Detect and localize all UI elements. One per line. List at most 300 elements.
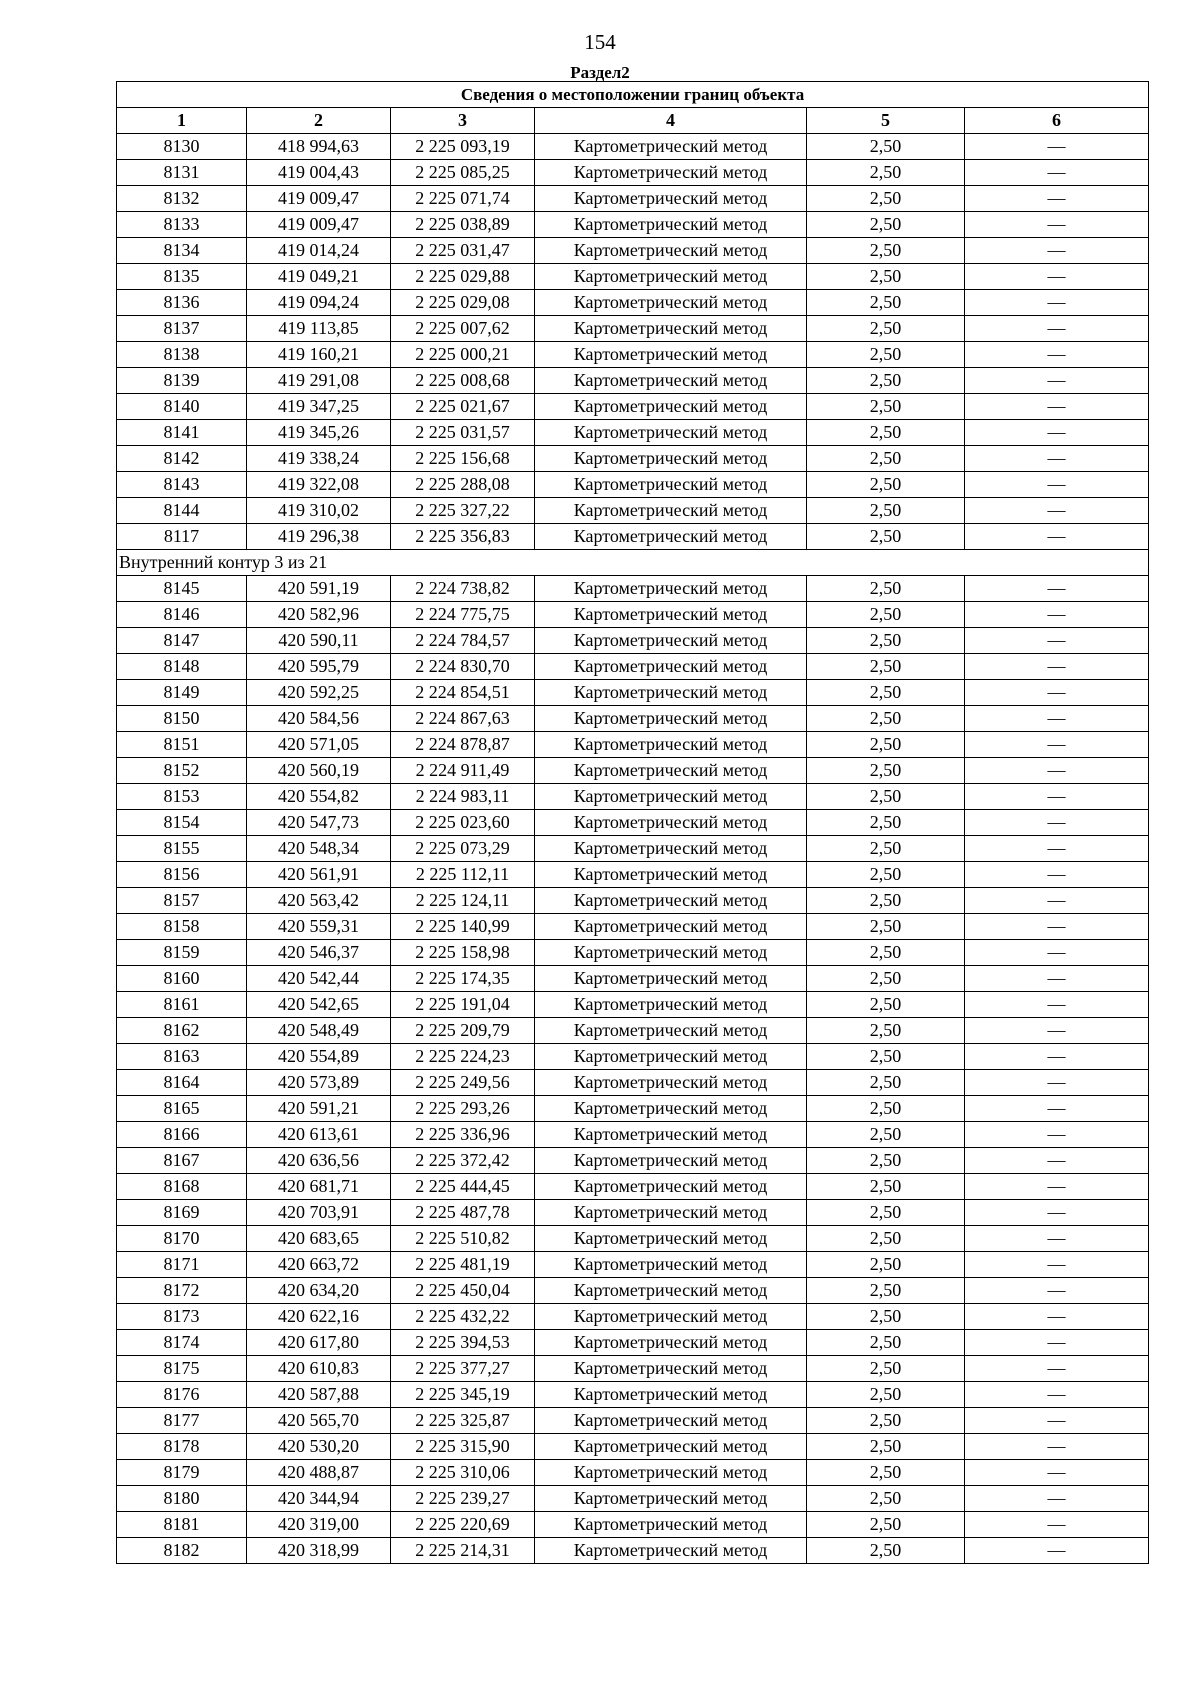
precision-cell: 2,50 (807, 134, 965, 160)
point-number-cell: 8132 (117, 186, 247, 212)
y-coordinate-cell: 2 225 209,79 (391, 1018, 535, 1044)
y-coordinate-cell: 2 225 029,08 (391, 290, 535, 316)
description-cell: — (965, 862, 1149, 888)
precision-cell: 2,50 (807, 1226, 965, 1252)
description-cell: — (965, 446, 1149, 472)
y-coordinate-cell: 2 225 220,69 (391, 1512, 535, 1538)
method-cell: Картометрический метод (535, 1096, 807, 1122)
x-coordinate-cell: 420 554,82 (247, 784, 391, 810)
table-row (117, 1252, 1149, 1278)
table-row (117, 810, 1149, 836)
method-cell: Картометрический метод (535, 680, 807, 706)
point-number-cell: 8133 (117, 212, 247, 238)
description-cell: — (965, 1070, 1149, 1096)
table-row (117, 1486, 1149, 1512)
precision-cell: 2,50 (807, 1382, 965, 1408)
y-coordinate-cell: 2 225 450,04 (391, 1278, 535, 1304)
y-coordinate-cell: 2 225 191,04 (391, 992, 535, 1018)
x-coordinate-cell: 420 488,87 (247, 1460, 391, 1486)
description-cell: — (965, 1356, 1149, 1382)
precision-cell: 2,50 (807, 732, 965, 758)
precision-cell: 2,50 (807, 654, 965, 680)
point-number-cell: 8135 (117, 264, 247, 290)
method-cell: Картометрический метод (535, 1330, 807, 1356)
contour-heading-row (117, 550, 1149, 576)
table-row (117, 680, 1149, 706)
description-cell: — (965, 810, 1149, 836)
precision-cell: 2,50 (807, 836, 965, 862)
point-number-cell: 8117 (117, 524, 247, 550)
method-cell: Картометрический метод (535, 602, 807, 628)
table-row (117, 342, 1149, 368)
table-row (117, 628, 1149, 654)
description-cell: — (965, 784, 1149, 810)
point-number-cell: 8160 (117, 966, 247, 992)
y-coordinate-cell: 2 225 158,98 (391, 940, 535, 966)
column-header: 2 (247, 108, 391, 134)
y-coordinate-cell: 2 225 029,88 (391, 264, 535, 290)
table-row (117, 706, 1149, 732)
description-cell: — (965, 420, 1149, 446)
point-number-cell: 8153 (117, 784, 247, 810)
y-coordinate-cell: 2 225 031,57 (391, 420, 535, 446)
method-cell: Картометрический метод (535, 1408, 807, 1434)
method-cell: Картометрический метод (535, 732, 807, 758)
x-coordinate-cell: 420 591,19 (247, 576, 391, 602)
x-coordinate-cell: 420 546,37 (247, 940, 391, 966)
y-coordinate-cell: 2 225 008,68 (391, 368, 535, 394)
description-cell: — (965, 680, 1149, 706)
y-coordinate-cell: 2 225 377,27 (391, 1356, 535, 1382)
point-number-cell: 8157 (117, 888, 247, 914)
point-number-cell: 8152 (117, 758, 247, 784)
y-coordinate-cell: 2 225 327,22 (391, 498, 535, 524)
precision-cell: 2,50 (807, 498, 965, 524)
point-number-cell: 8155 (117, 836, 247, 862)
description-cell: — (965, 134, 1149, 160)
table-row (117, 966, 1149, 992)
table-row (117, 472, 1149, 498)
x-coordinate-cell: 420 591,21 (247, 1096, 391, 1122)
x-coordinate-cell: 420 344,94 (247, 1486, 391, 1512)
table-row (117, 1122, 1149, 1148)
description-cell: — (965, 1304, 1149, 1330)
x-coordinate-cell: 419 347,25 (247, 394, 391, 420)
table-row (117, 1044, 1149, 1070)
y-coordinate-cell: 2 224 830,70 (391, 654, 535, 680)
precision-cell: 2,50 (807, 628, 965, 654)
description-cell: — (965, 1148, 1149, 1174)
method-cell: Картометрический метод (535, 576, 807, 602)
x-coordinate-cell: 419 004,43 (247, 160, 391, 186)
description-cell: — (965, 1226, 1149, 1252)
table-row (117, 134, 1149, 160)
precision-cell: 2,50 (807, 680, 965, 706)
y-coordinate-cell: 2 224 738,82 (391, 576, 535, 602)
method-cell: Картометрический метод (535, 472, 807, 498)
y-coordinate-cell: 2 225 156,68 (391, 446, 535, 472)
precision-cell: 2,50 (807, 342, 965, 368)
y-coordinate-cell: 2 225 140,99 (391, 914, 535, 940)
y-coordinate-cell: 2 225 073,29 (391, 836, 535, 862)
table-row (117, 394, 1149, 420)
point-number-cell: 8168 (117, 1174, 247, 1200)
description-cell: — (965, 1044, 1149, 1070)
method-cell: Картометрический метод (535, 1018, 807, 1044)
y-coordinate-cell: 2 225 224,23 (391, 1044, 535, 1070)
point-number-cell: 8163 (117, 1044, 247, 1070)
table-row (117, 862, 1149, 888)
method-cell: Картометрический метод (535, 992, 807, 1018)
y-coordinate-cell: 2 225 432,22 (391, 1304, 535, 1330)
y-coordinate-cell: 2 224 784,57 (391, 628, 535, 654)
point-number-cell: 8169 (117, 1200, 247, 1226)
precision-cell: 2,50 (807, 758, 965, 784)
description-cell: — (965, 758, 1149, 784)
y-coordinate-cell: 2 225 093,19 (391, 134, 535, 160)
x-coordinate-cell: 420 554,89 (247, 1044, 391, 1070)
x-coordinate-cell: 419 113,85 (247, 316, 391, 342)
precision-cell: 2,50 (807, 1538, 965, 1564)
point-number-cell: 8171 (117, 1252, 247, 1278)
table-row (117, 602, 1149, 628)
y-coordinate-cell: 2 225 487,78 (391, 1200, 535, 1226)
point-number-cell: 8146 (117, 602, 247, 628)
description-cell: — (965, 1512, 1149, 1538)
description-cell: — (965, 1200, 1149, 1226)
y-coordinate-cell: 2 225 021,67 (391, 394, 535, 420)
method-cell: Картометрический метод (535, 706, 807, 732)
method-cell: Картометрический метод (535, 836, 807, 862)
y-coordinate-cell: 2 225 356,83 (391, 524, 535, 550)
point-number-cell: 8180 (117, 1486, 247, 1512)
y-coordinate-cell: 2 225 031,47 (391, 238, 535, 264)
table-row (117, 1538, 1149, 1564)
precision-cell: 2,50 (807, 186, 965, 212)
y-coordinate-cell: 2 225 007,62 (391, 316, 535, 342)
table-row (117, 420, 1149, 446)
x-coordinate-cell: 420 590,11 (247, 628, 391, 654)
description-cell: — (965, 1434, 1149, 1460)
y-coordinate-cell: 2 225 310,06 (391, 1460, 535, 1486)
table-row (117, 1330, 1149, 1356)
point-number-cell: 8150 (117, 706, 247, 732)
x-coordinate-cell: 419 345,26 (247, 420, 391, 446)
method-cell: Картометрический метод (535, 888, 807, 914)
method-cell: Картометрический метод (535, 1486, 807, 1512)
y-coordinate-cell: 2 225 071,74 (391, 186, 535, 212)
point-number-cell: 8176 (117, 1382, 247, 1408)
contour-heading: Внутренний контур 3 из 21 (117, 550, 1149, 576)
method-cell: Картометрический метод (535, 316, 807, 342)
table-row (117, 1226, 1149, 1252)
method-cell: Картометрический метод (535, 368, 807, 394)
description-cell: — (965, 186, 1149, 212)
y-coordinate-cell: 2 225 293,26 (391, 1096, 535, 1122)
description-cell: — (965, 472, 1149, 498)
y-coordinate-cell: 2 225 239,27 (391, 1486, 535, 1512)
precision-cell: 2,50 (807, 966, 965, 992)
precision-cell: 2,50 (807, 1122, 965, 1148)
x-coordinate-cell: 420 610,83 (247, 1356, 391, 1382)
precision-cell: 2,50 (807, 1408, 965, 1434)
point-number-cell: 8141 (117, 420, 247, 446)
description-cell: — (965, 1096, 1149, 1122)
y-coordinate-cell: 2 225 112,11 (391, 862, 535, 888)
x-coordinate-cell: 420 595,79 (247, 654, 391, 680)
method-cell: Картометрический метод (535, 1278, 807, 1304)
precision-cell: 2,50 (807, 264, 965, 290)
method-cell: Картометрический метод (535, 420, 807, 446)
x-coordinate-cell: 420 548,49 (247, 1018, 391, 1044)
method-cell: Картометрический метод (535, 446, 807, 472)
table-row (117, 498, 1149, 524)
y-coordinate-cell: 2 224 775,75 (391, 602, 535, 628)
x-coordinate-cell: 420 563,42 (247, 888, 391, 914)
point-number-cell: 8154 (117, 810, 247, 836)
table-row (117, 212, 1149, 238)
method-cell: Картометрический метод (535, 628, 807, 654)
precision-cell: 2,50 (807, 212, 965, 238)
method-cell: Картометрический метод (535, 342, 807, 368)
y-coordinate-cell: 2 225 124,11 (391, 888, 535, 914)
precision-cell: 2,50 (807, 1486, 965, 1512)
table-row (117, 238, 1149, 264)
precision-cell: 2,50 (807, 1252, 965, 1278)
x-coordinate-cell: 419 291,08 (247, 368, 391, 394)
point-number-cell: 8174 (117, 1330, 247, 1356)
x-coordinate-cell: 420 681,71 (247, 1174, 391, 1200)
table-row (117, 758, 1149, 784)
precision-cell: 2,50 (807, 914, 965, 940)
precision-cell: 2,50 (807, 1044, 965, 1070)
point-number-cell: 8144 (117, 498, 247, 524)
description-cell: — (965, 264, 1149, 290)
x-coordinate-cell: 420 636,56 (247, 1148, 391, 1174)
description-cell: — (965, 1122, 1149, 1148)
boundary-coordinates-table (116, 81, 1149, 1564)
method-cell: Картометрический метод (535, 1174, 807, 1200)
method-cell: Картометрический метод (535, 1434, 807, 1460)
description-cell: — (965, 1538, 1149, 1564)
x-coordinate-cell: 420 592,25 (247, 680, 391, 706)
precision-cell: 2,50 (807, 602, 965, 628)
y-coordinate-cell: 2 224 867,63 (391, 706, 535, 732)
precision-cell: 2,50 (807, 1070, 965, 1096)
description-cell: — (965, 342, 1149, 368)
x-coordinate-cell: 419 160,21 (247, 342, 391, 368)
method-cell: Картометрический метод (535, 524, 807, 550)
table-caption: Сведения о местоположении границ объекта (117, 82, 1149, 108)
method-cell: Картометрический метод (535, 654, 807, 680)
point-number-cell: 8179 (117, 1460, 247, 1486)
x-coordinate-cell: 418 994,63 (247, 134, 391, 160)
description-cell: — (965, 1252, 1149, 1278)
description-cell: — (965, 394, 1149, 420)
table-row (117, 914, 1149, 940)
table-row (117, 368, 1149, 394)
x-coordinate-cell: 420 318,99 (247, 1538, 391, 1564)
point-number-cell: 8170 (117, 1226, 247, 1252)
x-coordinate-cell: 420 565,70 (247, 1408, 391, 1434)
precision-cell: 2,50 (807, 576, 965, 602)
description-cell: — (965, 966, 1149, 992)
table-row (117, 524, 1149, 550)
precision-cell: 2,50 (807, 368, 965, 394)
point-number-cell: 8130 (117, 134, 247, 160)
point-number-cell: 8134 (117, 238, 247, 264)
y-coordinate-cell: 2 225 444,45 (391, 1174, 535, 1200)
description-cell: — (965, 368, 1149, 394)
method-cell: Картометрический метод (535, 264, 807, 290)
method-cell: Картометрический метод (535, 212, 807, 238)
table-row (117, 654, 1149, 680)
method-cell: Картометрический метод (535, 1122, 807, 1148)
point-number-cell: 8156 (117, 862, 247, 888)
point-number-cell: 8177 (117, 1408, 247, 1434)
table-row (117, 940, 1149, 966)
description-cell: — (965, 1486, 1149, 1512)
point-number-cell: 8149 (117, 680, 247, 706)
point-number-cell: 8161 (117, 992, 247, 1018)
table-row (117, 888, 1149, 914)
point-number-cell: 8175 (117, 1356, 247, 1382)
table-row (117, 290, 1149, 316)
x-coordinate-cell: 420 663,72 (247, 1252, 391, 1278)
column-header: 1 (117, 108, 247, 134)
description-cell: — (965, 576, 1149, 602)
point-number-cell: 8147 (117, 628, 247, 654)
x-coordinate-cell: 420 530,20 (247, 1434, 391, 1460)
description-cell: — (965, 524, 1149, 550)
point-number-cell: 8148 (117, 654, 247, 680)
table-row (117, 576, 1149, 602)
x-coordinate-cell: 420 560,19 (247, 758, 391, 784)
method-cell: Картометрический метод (535, 1538, 807, 1564)
method-cell: Картометрический метод (535, 1252, 807, 1278)
precision-cell: 2,50 (807, 810, 965, 836)
point-number-cell: 8181 (117, 1512, 247, 1538)
point-number-cell: 8131 (117, 160, 247, 186)
table-row (117, 992, 1149, 1018)
y-coordinate-cell: 2 225 249,56 (391, 1070, 535, 1096)
method-cell: Картометрический метод (535, 394, 807, 420)
method-cell: Картометрический метод (535, 1200, 807, 1226)
y-coordinate-cell: 2 225 174,35 (391, 966, 535, 992)
point-number-cell: 8140 (117, 394, 247, 420)
x-coordinate-cell: 420 683,65 (247, 1226, 391, 1252)
point-number-cell: 8173 (117, 1304, 247, 1330)
method-cell: Картометрический метод (535, 758, 807, 784)
description-cell: — (965, 914, 1149, 940)
table-row (117, 1200, 1149, 1226)
point-number-cell: 8166 (117, 1122, 247, 1148)
point-number-cell: 8164 (117, 1070, 247, 1096)
x-coordinate-cell: 419 296,38 (247, 524, 391, 550)
description-cell: — (965, 1330, 1149, 1356)
precision-cell: 2,50 (807, 420, 965, 446)
x-coordinate-cell: 420 703,91 (247, 1200, 391, 1226)
x-coordinate-cell: 420 542,65 (247, 992, 391, 1018)
table-row (117, 784, 1149, 810)
x-coordinate-cell: 420 559,31 (247, 914, 391, 940)
precision-cell: 2,50 (807, 446, 965, 472)
column-header: 3 (391, 108, 535, 134)
table-row (117, 264, 1149, 290)
precision-cell: 2,50 (807, 992, 965, 1018)
y-coordinate-cell: 2 225 372,42 (391, 1148, 535, 1174)
table-row (117, 1356, 1149, 1382)
point-number-cell: 8162 (117, 1018, 247, 1044)
point-number-cell: 8143 (117, 472, 247, 498)
method-cell: Картометрический метод (535, 238, 807, 264)
description-cell: — (965, 628, 1149, 654)
method-cell: Картометрический метод (535, 1356, 807, 1382)
x-coordinate-cell: 420 617,80 (247, 1330, 391, 1356)
method-cell: Картометрический метод (535, 784, 807, 810)
description-cell: — (965, 1408, 1149, 1434)
column-header: 5 (807, 108, 965, 134)
method-cell: Картометрический метод (535, 160, 807, 186)
method-cell: Картометрический метод (535, 1070, 807, 1096)
x-coordinate-cell: 419 009,47 (247, 186, 391, 212)
precision-cell: 2,50 (807, 524, 965, 550)
point-number-cell: 8165 (117, 1096, 247, 1122)
description-cell: — (965, 888, 1149, 914)
description-cell: — (965, 498, 1149, 524)
method-cell: Картометрический метод (535, 1148, 807, 1174)
method-cell: Картометрический метод (535, 134, 807, 160)
y-coordinate-cell: 2 225 325,87 (391, 1408, 535, 1434)
precision-cell: 2,50 (807, 290, 965, 316)
method-cell: Картометрический метод (535, 966, 807, 992)
precision-cell: 2,50 (807, 940, 965, 966)
precision-cell: 2,50 (807, 1148, 965, 1174)
y-coordinate-cell: 2 225 038,89 (391, 212, 535, 238)
method-cell: Картометрический метод (535, 940, 807, 966)
y-coordinate-cell: 2 225 315,90 (391, 1434, 535, 1460)
x-coordinate-cell: 420 561,91 (247, 862, 391, 888)
x-coordinate-cell: 419 310,02 (247, 498, 391, 524)
point-number-cell: 8145 (117, 576, 247, 602)
description-cell: — (965, 212, 1149, 238)
x-coordinate-cell: 420 587,88 (247, 1382, 391, 1408)
x-coordinate-cell: 420 613,61 (247, 1122, 391, 1148)
table-row (117, 316, 1149, 342)
y-coordinate-cell: 2 224 911,49 (391, 758, 535, 784)
description-cell: — (965, 160, 1149, 186)
x-coordinate-cell: 420 547,73 (247, 810, 391, 836)
description-cell: — (965, 290, 1149, 316)
point-number-cell: 8139 (117, 368, 247, 394)
precision-cell: 2,50 (807, 238, 965, 264)
point-number-cell: 8172 (117, 1278, 247, 1304)
point-number-cell: 8142 (117, 446, 247, 472)
method-cell: Картометрический метод (535, 186, 807, 212)
precision-cell: 2,50 (807, 1304, 965, 1330)
table-row (117, 1460, 1149, 1486)
x-coordinate-cell: 419 049,21 (247, 264, 391, 290)
x-coordinate-cell: 420 622,16 (247, 1304, 391, 1330)
description-cell: — (965, 602, 1149, 628)
x-coordinate-cell: 419 338,24 (247, 446, 391, 472)
table-row (117, 1408, 1149, 1434)
point-number-cell: 8138 (117, 342, 247, 368)
precision-cell: 2,50 (807, 1512, 965, 1538)
y-coordinate-cell: 2 225 481,19 (391, 1252, 535, 1278)
point-number-cell: 8178 (117, 1434, 247, 1460)
table-caption-row (117, 82, 1149, 108)
